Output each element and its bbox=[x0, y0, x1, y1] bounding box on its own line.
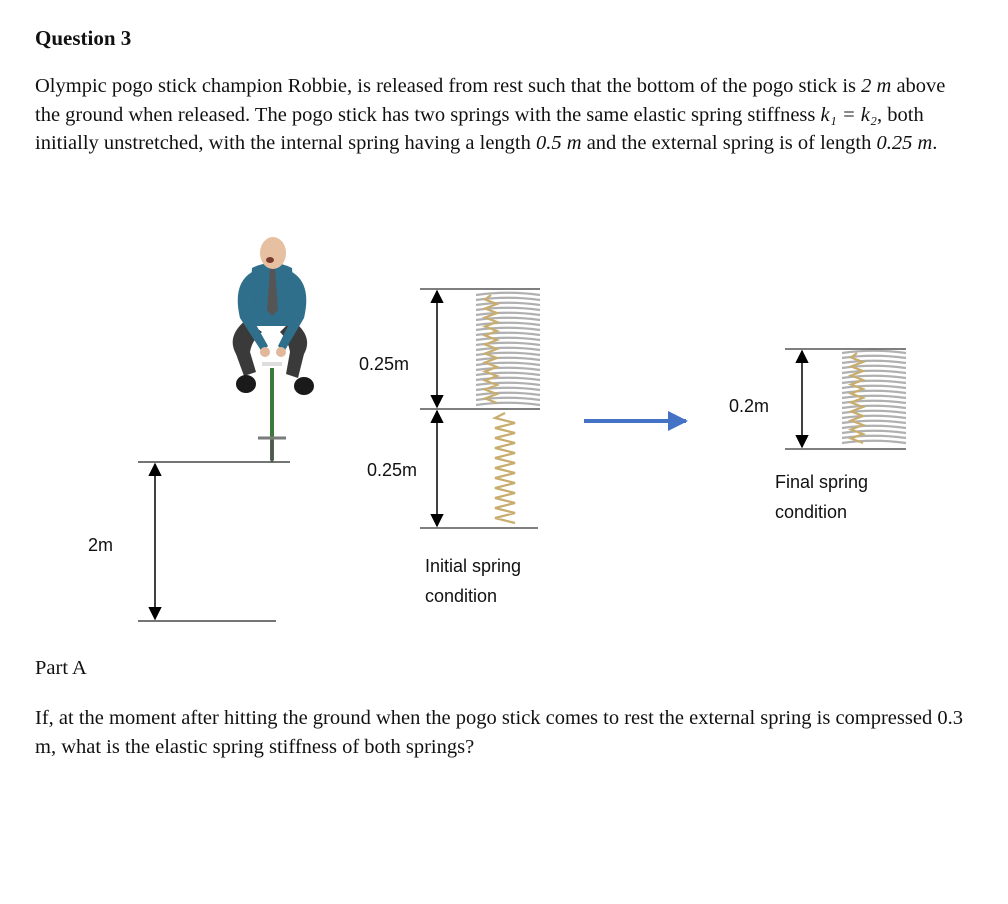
intro-value-internal-length: 0.5 m bbox=[536, 132, 582, 154]
final-caption-line-2: condition bbox=[775, 502, 848, 522]
compressed-spring-final bbox=[842, 351, 906, 443]
outer-coil bbox=[476, 373, 540, 375]
external-spring-initial bbox=[476, 293, 540, 405]
outer-coil bbox=[476, 348, 540, 350]
initial-spring-assembly bbox=[420, 289, 540, 528]
height-dimension bbox=[138, 462, 290, 621]
outer-coil bbox=[476, 293, 540, 295]
head bbox=[260, 237, 286, 269]
outer-coil bbox=[842, 406, 906, 408]
initial-caption bbox=[425, 551, 521, 611]
internal-spring-initial bbox=[495, 413, 515, 523]
outer-coil bbox=[842, 396, 906, 398]
outer-coil bbox=[842, 416, 906, 418]
intro-text-5: . bbox=[932, 132, 938, 154]
outer-coil bbox=[476, 403, 540, 405]
outer-coil bbox=[476, 338, 540, 340]
outer-coil bbox=[842, 386, 906, 388]
outer-coil bbox=[476, 328, 540, 330]
part-a-heading: Part A bbox=[35, 657, 87, 679]
outer-coil bbox=[842, 351, 906, 353]
intro-value-stiffness: k₁ = k₂ bbox=[820, 103, 878, 126]
outer-coil bbox=[842, 371, 906, 373]
final-length-label: 0.2m bbox=[729, 396, 770, 416]
outer-coil bbox=[476, 368, 540, 370]
intro-value-external-length: 0.25 m bbox=[876, 132, 933, 154]
final-caption bbox=[775, 467, 868, 527]
outer-coil bbox=[842, 381, 906, 383]
part-a-question: If, at the moment after hitting the ground when the pogo stick comes to rest the external spring is compressed 0.3 m, what is the elastic spring stiffness of both springs? bbox=[35, 707, 963, 758]
outer-coil bbox=[476, 303, 540, 305]
initial-caption-line-1: Initial spring bbox=[425, 556, 522, 576]
final-caption-line-1: Final spring bbox=[775, 472, 869, 492]
intro-value-height: 2 m bbox=[861, 75, 892, 97]
initial-caption-line-2: condition bbox=[425, 586, 498, 606]
outer-coil bbox=[842, 426, 906, 428]
question-title: Question 3 bbox=[35, 26, 132, 50]
outer-coil bbox=[842, 361, 906, 363]
outer-coil bbox=[476, 383, 540, 385]
outer-coil bbox=[476, 393, 540, 395]
intro-text-1: Olympic pogo stick champion Robbie, is released from rest such that the bottom of the pogo stick is bbox=[35, 75, 862, 97]
intro-text-3: , both initially unstretched, with the internal spring having a length bbox=[35, 103, 924, 154]
outer-coil bbox=[842, 431, 906, 433]
inner-coil bbox=[495, 413, 515, 523]
internal-spring-length-label: 0.25m bbox=[367, 460, 418, 480]
outer-coil bbox=[842, 441, 906, 443]
external-spring-length-label: 0.25m bbox=[359, 354, 410, 374]
final-spring-assembly bbox=[785, 349, 906, 449]
outer-coil bbox=[476, 358, 540, 360]
outer-coil bbox=[476, 323, 540, 325]
intro-text-2: above the ground when released. The pogo stick has two springs with the same elastic spring stiffness bbox=[35, 75, 946, 126]
intro-text-4: and the external spring is of length bbox=[581, 132, 877, 154]
outer-coil bbox=[476, 313, 540, 315]
robbie-pogo-illustration bbox=[233, 237, 314, 462]
height-label: 2m bbox=[88, 535, 114, 555]
